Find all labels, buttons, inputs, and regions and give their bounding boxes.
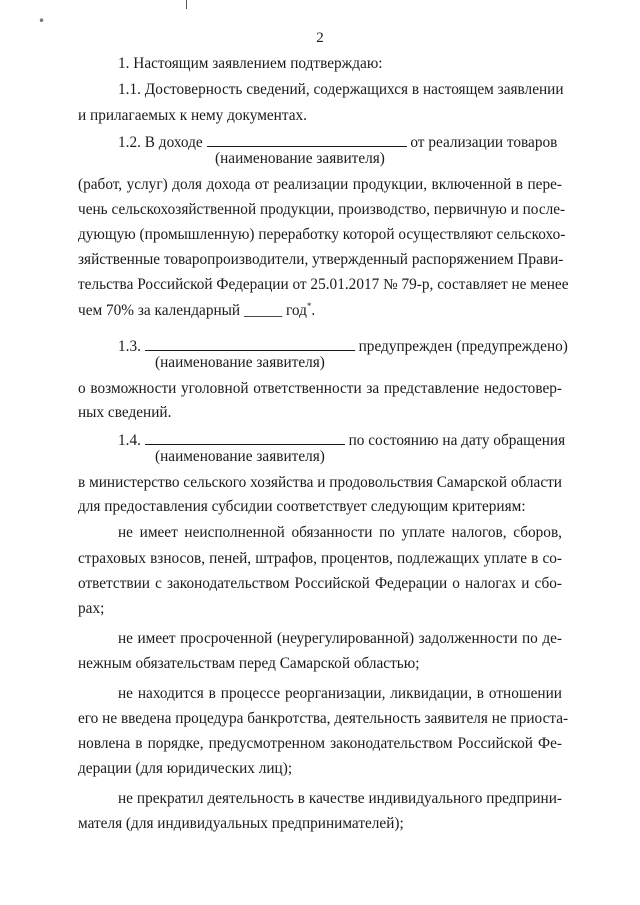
p14-suffix: по состоянию на дату обращения bbox=[348, 432, 566, 449]
criterion-last-line: рах; bbox=[78, 600, 105, 617]
criterion-last-line: нежным обязательствам перед Самарской областью; bbox=[78, 655, 420, 672]
criterion-line: его не введена процедура банкротства, деятельность заявителя не приоста- bbox=[78, 710, 569, 727]
p14-applicant-blank[interactable] bbox=[145, 431, 345, 445]
criterion-line: страховых взносов, пеней, штрафов, процентов, подлежащих уплате в со- bbox=[78, 550, 562, 567]
p14-caption: (наименование заявителя) bbox=[155, 448, 325, 465]
p12-line: дующую (промышленную) переработку которой осуществляют сельскохо- bbox=[78, 226, 566, 243]
criterion-line: не имеет просроченной (неурегулированной) задолженности по де- bbox=[118, 630, 562, 647]
criterion-line: не имеет неисполненной обязанности по уплате налогов, сборов, bbox=[118, 524, 562, 541]
p12-line: (работ, услуг) доля дохода от реализации продукции, включенной в пере- bbox=[78, 176, 562, 193]
p12-line: тельства Российской Федерации от 25.01.2017 № 79-р, составляет не менее bbox=[78, 276, 569, 293]
p14-prefix: 1.4. bbox=[118, 432, 141, 449]
p13-suffix: предупрежден (предупреждено) bbox=[358, 338, 568, 355]
p12-last-after: год bbox=[286, 302, 307, 319]
p12-last-line: чем 70% за календарный _____ год*. bbox=[78, 301, 316, 319]
p11-line2: и прилагаемых к нему документах. bbox=[78, 107, 308, 124]
criterion-line: не находится в процессе реорганизации, ликвидации, в отношении bbox=[118, 685, 562, 702]
scan-mark: • bbox=[38, 14, 46, 28]
p13-caption: (наименование заявителя) bbox=[155, 354, 325, 371]
criterion-last-line: мателя (для индивидуальных предпринимателей); bbox=[78, 815, 404, 832]
p12-last-before: чем 70% за календарный bbox=[78, 302, 241, 319]
p13-prefix: 1.3. bbox=[118, 338, 141, 355]
p14-line1: в министерство сельского хозяйства и продовольствия Самарской области bbox=[78, 474, 562, 491]
intro-line: 1. Настоящим заявлением подтверждаю: bbox=[118, 55, 383, 72]
page-number: 2 bbox=[316, 30, 324, 46]
footnote-mark: * bbox=[306, 301, 312, 311]
p14-line2: для предоставления субсидии соответствует следующим критериям: bbox=[78, 498, 526, 515]
p13-line2: ных сведений. bbox=[78, 404, 172, 421]
criterion-line: ответствии с законодательством Российской Федерации о налогах и сбо- bbox=[78, 575, 562, 592]
p11-line1: 1.1. Достоверность сведений, содержащихся в настоящем заявлении bbox=[118, 81, 564, 98]
p13-applicant-blank[interactable] bbox=[145, 337, 355, 351]
criterion-line: не прекратил деятельность в качестве индивидуального предприни- bbox=[118, 790, 562, 807]
p12-applicant-blank[interactable] bbox=[207, 133, 407, 147]
p13-line1: о возможности уголовной ответственности за представление недостовер- bbox=[78, 380, 562, 397]
scan-tick bbox=[186, 0, 187, 9]
criterion-last-line: дерации (для юридических лиц); bbox=[78, 760, 293, 777]
p12-line: чень сельскохозяйственной продукции, производство, первичную и после- bbox=[78, 201, 566, 218]
p12-suffix: от реализации товаров bbox=[410, 134, 558, 151]
p12-prefix: 1.2. В доходе bbox=[118, 134, 203, 151]
criterion-line: новлена в порядке, предусмотренном законодательством Российской Фе- bbox=[78, 735, 562, 752]
p12-caption: (наименование заявителя) bbox=[215, 150, 385, 167]
p12-year-blank[interactable]: _____ bbox=[243, 302, 283, 319]
p12-line: зяйственные товаропроизводители, утвержденный распоряжением Прави- bbox=[78, 251, 564, 268]
